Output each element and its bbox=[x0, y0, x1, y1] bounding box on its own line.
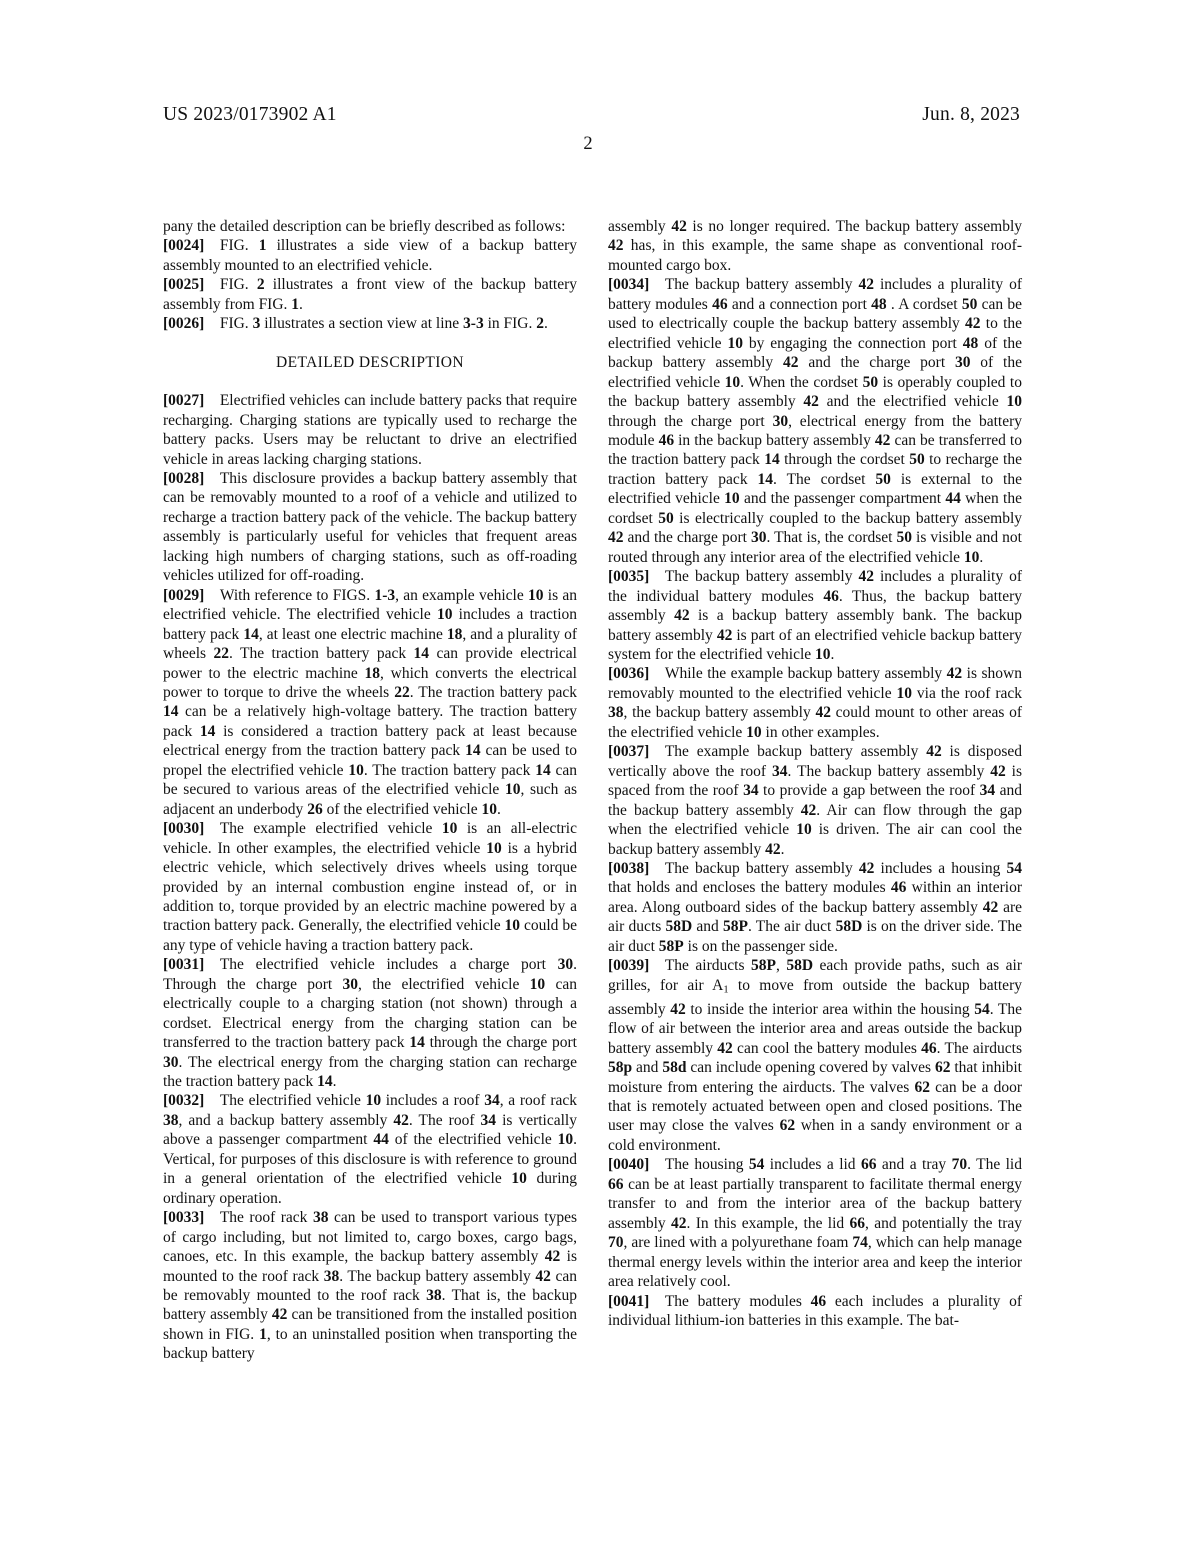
patent-paragraph: pany the detailed description can be briefly described as follows: bbox=[163, 218, 566, 235]
patent-paragraph: [0028] This disclosure provides a backup battery assembly that can be removably mounted to a roof of a vehicle and utilized to recharge a traction battery pack of the vehicle. The backup battery assembly is particularly useful for vehicles that frequent areas lacking high numbers of charging stations, such as off-roading vehicles utilized for off-roading. bbox=[163, 469, 577, 585]
patent-paragraph: [0034] The backup battery assembly 42 includes a plurality of battery modules 46 and a connection port 48 . A cordset 50 can be used to electrically couple the backup battery assembly 42 to the electrified vehicle 10 by engaging the connection port 48 of the backup battery assembly 42 and the charge port 30 of the electrified vehicle 10. When the cordset 50 is operably coupled to the backup battery assembly 42 and the electrified vehicle 10 through the charge port 30, electrical energy from the battery module 46 in the backup battery assembly 42 can be transferred to the traction battery pack 14 through the cordset 50 to recharge the traction battery pack 14. The cordset 50 is external to the electrified vehicle 10 and the passenger compartment 44 when the cordset 50 is electrically coupled to the backup battery assembly 42 and the charge port 30. That is, the cordset 50 is visible and not routed through any interior area of the electrified vehicle 10. bbox=[608, 276, 1023, 566]
patent-paragraph: [0032] The electrified vehicle 10 includes a roof 34, a roof rack 38, and a backup battery assembly 42. The roof 34 is vertically above a passenger compartment 44 of the electrified vehicle 10. Vertical, for purposes of this disclosure is with reference to ground in a general orientation of the electrified vehicle 10 during ordinary operation. bbox=[163, 1092, 578, 1207]
patent-paragraph: [0038] The backup battery assembly 42 includes a housing 54 that holds and encloses the battery modules 46 within an interior area. Along outboard sides of the backup battery assembly 42 are air ducts 58D and 58P. The air duct 58D is on the driver side. The air duct 58P is on the passenger side. bbox=[608, 859, 1022, 955]
patent-paragraph: [0026] FIG. 3 illustrates a section view at line 3-3 in FIG. 2. bbox=[163, 315, 548, 333]
patent-paragraph: [0033] The roof rack 38 can be used to transport various types of cargo including, but not limited to, cargo boxes, cargo bags, canoes, etc. In this example, the backup battery assembly 42 is mounted to the roof rack 38. The backup battery assembly 42 can be removably mounted to the roof rack 38. That is, the backup battery assembly 42 can be transitioned from the installed position shown in FIG. 1, to an uninstalled position when transporting the backup battery bbox=[163, 1209, 578, 1363]
publication-date: Jun. 8, 2023 bbox=[922, 104, 1020, 125]
patent-paragraph: [0036] While the example backup battery assembly 42 is shown removably mounted to the electrified vehicle 10 via the roof rack 38, the backup battery assembly 42 could mount to other areas of the electrified vehicle 10 in other examples. bbox=[608, 665, 1022, 741]
patent-paragraph: [0029] With reference to FIGS. 1-3, an example vehicle 10 is an electrified vehicle. The electrified vehicle 10 includes a traction battery pack 14, at least one electric machine 18, and a plurality of wheels 22. The traction battery pack 14 can provide electrical power to the electric machine 18, which converts the electrical power to torque to drive the wheels 22. The traction battery pack 14 can be a relatively high-voltage battery. The traction battery pack 14 is considered a traction battery pack at least because electrical energy from the traction battery pack 14 can be used to propel the electrified vehicle 10. The traction battery pack 14 can be secured to various areas of the electrified vehicle 10, such as adjacent an underbody 26 of the electrified vehicle 10. bbox=[163, 586, 578, 818]
page-header bbox=[163, 104, 1020, 126]
patent-paragraph: [0027] Electrified vehicles can include battery packs that require recharging. Charging stations are typically used to recharge the battery packs. Users may be reluctant to drive an electrified vehicle in areas lacking charging stations. bbox=[163, 392, 577, 468]
patent-publication-number: US 2023/0173902 A1 bbox=[163, 104, 337, 125]
patent-paragraph: [0037] The example backup battery assembly 42 is disposed vertically above the roof 34. The backup battery assembly 42 is spaced from the roof 34 to provide a gap between the roof 34 and the backup battery assembly 42. Air can flow through the gap when the electrified vehicle 10 is driven. The air can cool the backup battery assembly 42. bbox=[608, 743, 1023, 858]
patent-paragraph: [0025] FIG. 2 illustrates a front view of the backup battery assembly from FIG. 1. bbox=[163, 276, 578, 313]
patent-paragraph: [0030] The example electrified vehicle 10 is an all-electric vehicle. In other examples, the electrified vehicle 10 is a hybrid electric vehicle, which selectively drives wheels using torque provided by an internal combustion engine instead of, or in addition to, torque provided by an electric machine powered by a traction battery pack. Generally, the electrified vehicle 10 could be any type of vehicle having a traction battery pack. bbox=[163, 820, 577, 954]
left-column bbox=[163, 217, 577, 1364]
patent-paragraph: assembly 42 is no longer required. The backup battery assembly 42 has, in this example, the same shape as conventional roof-mounted cargo box. bbox=[608, 218, 1023, 274]
section-heading: DETAILED DESCRIPTION bbox=[275, 353, 464, 371]
patent-paragraph: [0031] The electrified vehicle includes a charge port 30. Through the charge port 30, the electrified vehicle 10 can electrically couple to a charging station (not shown) through a cordset. Electrical energy from the charging station can be transferred to the traction battery pack 14 through the charge port 30. The electrical energy from the charging station can recharge the traction battery pack 14. bbox=[163, 956, 577, 1091]
patent-paragraph: [0024] FIG. 1 illustrates a side view of a backup battery assembly mounted to an electrified vehicle. bbox=[163, 237, 577, 274]
patent-paragraph: [0041] The battery modules 46 each includes a plurality of individual lithium-ion batteries in this example. The bat- bbox=[608, 1292, 1022, 1329]
right-column bbox=[608, 217, 1022, 1364]
patent-paragraph: [0040] The housing 54 includes a lid 66 and a tray 70. The lid 66 can be at least partially transparent to facilitate thermal energy transfer to and from the interior area of the backup battery assembly 42. In this example, the lid 66, and potentially the tray 70, are lined with a polyurethane foam 74, which can help manage thermal energy levels within the interior area and keep the interior area relatively cool. bbox=[608, 1156, 1022, 1291]
text-columns bbox=[163, 217, 1022, 1364]
patent-paragraph: [0039] The airducts 58P, 58D each provide paths, such as air grilles, for air $A_1$ to move from outside the backup battery assembly 42 to inside the interior area within the housing 54. The flow of air between the interior area and areas outside the backup battery assembly 42 can cool the battery modules 46. The airducts 58p and 58d can include opening covered by valves 62 that inhibit moisture from entering the airducts. The valves 62 can be a door that is remotely actuated between open and closed positions. The user may close the valves 62 when in a sandy environment or a cold environment. bbox=[608, 957, 1022, 1154]
page-number: 2 bbox=[583, 134, 593, 154]
patent-paragraph: [0035] The backup battery assembly 42 includes a plurality of the individual battery modules 46. Thus, the backup battery assembly 42 is a backup battery assembly bank. The backup battery assembly 42 is part of an electrified vehicle backup battery system for the electrified vehicle 10. bbox=[608, 568, 1023, 663]
